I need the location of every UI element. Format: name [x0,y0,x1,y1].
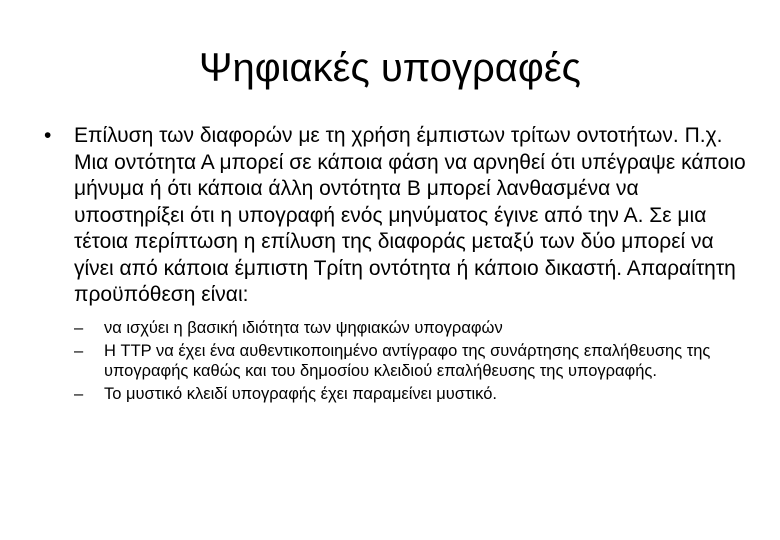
dash-icon: – [74,342,84,360]
main-bullet [44,123,754,309]
sub-bullet-text: Η TTP να έχει ένα αυθεντικοποιημένο αντίγραφο της συνάρτησης επαλήθευσης της υπογραφής καθώς και του δημοσίου κλειδιού επαλήθευσης της υπογραφής. [104,342,711,380]
slide-content [44,123,754,409]
sub-bullet-list [44,319,754,405]
main-bullet-text: Επίλυση των διαφορών με τη χρήση έμπιστων τρίτων οντοτήτων. Π.χ. Μια οντότητα Α μπορεί σε κάποια φάση να αρνηθεί ότι υπέγραψε κάποιο μήνυμα ή ότι κάποια άλλη οντότητα Β μπορεί λανθασμένα να υποστηρίξει ότι η υπογραφή ενός μηνύματος έγινε από την Α. Σε μια τέτοια περίπτωση η επίλυση της διαφοράς μεταξύ των δύο μπορεί να γίνει από κάποια έμπιστη Τρίτη οντότητα ή κάποιο δικαστή. Απαραίτητη προϋπόθεση είναι: [74,124,746,306]
sub-bullet-text: Το μυστικό κλειδί υπογραφής έχει παραμείνει μυστικό. [104,385,497,403]
slide-title: Ψηφιακές υπογραφές [199,46,581,90]
sub-bullet-item [74,319,754,339]
dash-icon: – [74,385,84,403]
dash-icon: – [74,318,84,337]
sub-bullet-item [74,385,754,405]
sub-bullet-text: να ισχύει η βασική ιδιότητα των ψηφιακών υπογραφών [104,318,503,337]
bullet-icon: • [44,124,52,147]
sub-bullet-item [74,342,754,381]
